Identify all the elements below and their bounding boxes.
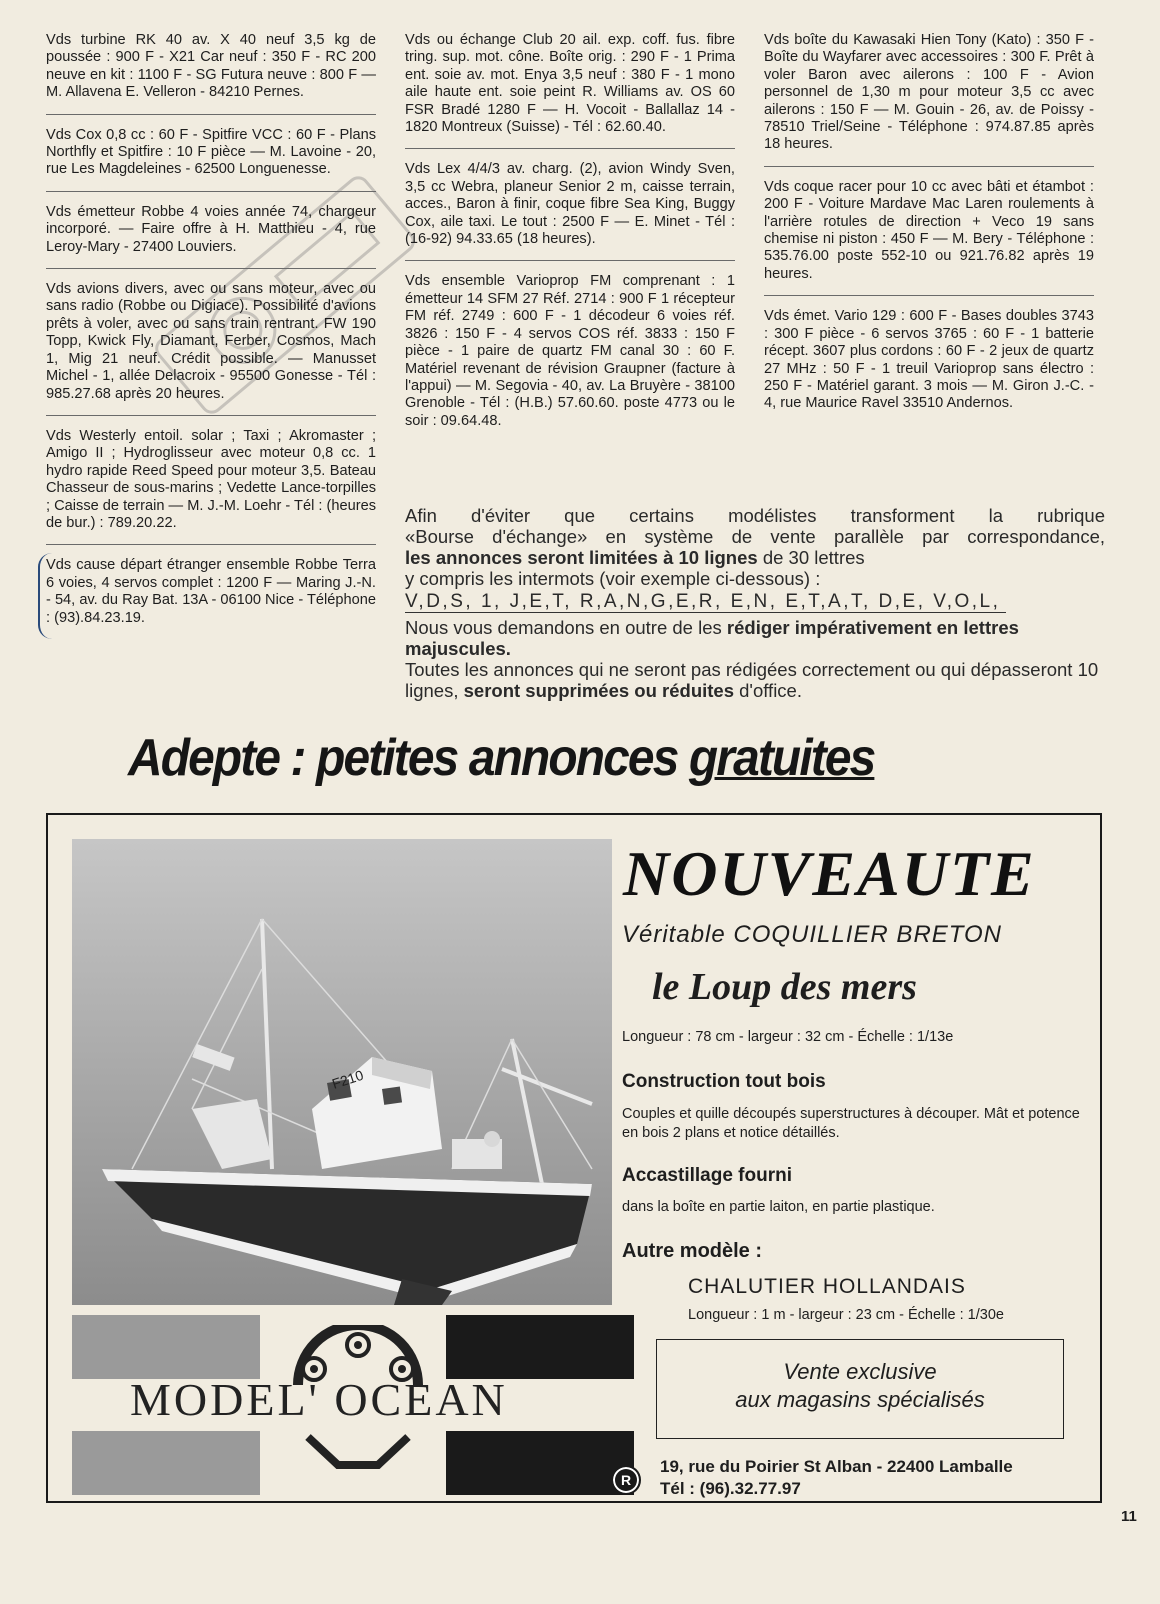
black-swatch bbox=[446, 1431, 634, 1495]
classified-ad: Vds boîte du Kawasaki Hien Tony (Kato) : 350 F - Boîte du Wayfarer avec accessoires : 300 F. Prêt à voler Baron avec ailerons : 100 F - Avion personnel de 1,30 m pour moteur 3,5 cc avec ailerons : 150 F — M. Gouin - 26, av. de Poissy - 78510 Triel/Seine - Téléphone : 974.87.85 après 18 heures. bbox=[764, 28, 1094, 167]
notice-line: Afin d'éviter que certains modélistes transforment la rubrique bbox=[405, 505, 1105, 526]
notice-text: Toutes les annonces qui ne seront pas rédigées correctement ou qui dépasseront 10 lignes, bbox=[405, 659, 1099, 701]
grey-swatch bbox=[72, 1431, 260, 1495]
advert-title: NOUVEAUTE bbox=[623, 838, 1036, 909]
notice-text: Nous vous demandons en outre de les bbox=[405, 617, 727, 638]
classifieds-column-3 bbox=[764, 28, 1094, 433]
classified-ad: Vds turbine RK 40 av. X 40 neuf 3,5 kg de poussée : 900 F - X21 Car neuf : 350 F - RC 200 neuve en kit : 1100 F - SG Futura neuve : 800 F — M. Allavena E. Velleron - 84210 Pernes. bbox=[46, 28, 376, 115]
headline-underlined: gratuites bbox=[688, 729, 875, 787]
notice-line: «Bourse d'échange» en système de vente parallèle par correspondance, bbox=[405, 526, 1105, 547]
classifieds-column-1 bbox=[46, 28, 376, 647]
submission-notice bbox=[405, 505, 1105, 701]
model-ocean-advert bbox=[46, 813, 1102, 1503]
page-headline bbox=[128, 728, 956, 788]
brand-logo: MODEL' OCEAN bbox=[130, 1374, 508, 1425]
other-model-heading: Autre modèle : bbox=[622, 1240, 763, 1262]
feature-text: Couples et quille découpés superstructures à découper. Mât et potence en bois 2 plans et notice détaillés. bbox=[622, 1106, 1080, 1141]
boat-photo bbox=[72, 839, 612, 1305]
notice-emphasis: seront supprimées ou réduites bbox=[463, 680, 734, 701]
classified-ad: Vds ensemble Varioprop FM comprenant : 1 émetteur 14 SFM 27 Réf. 2714 : 900 F 1 récepteur FM réf. 2749 : 600 F - 1 décodeur 6 voies réf. 3826 : 150 F - 4 servos COS réf. 3833 : 150 F pièce - 1 paire de quartz FM canal 30 : 60 F. Matériel revenant de révision Graupner (facture à l'appui) — M. Segovia - 40, av. La Bruyère - 38100 Grenoble - Tél : (H.B.) 57.60.60. poste 4773 ou le soir : 09.64.48. bbox=[405, 273, 735, 429]
other-model-dimensions: Longueur : 1 m - largeur : 23 cm - Échelle : 1/30e bbox=[688, 1307, 1004, 1323]
classified-ad: Vds émetteur Robbe 4 voies année 74, chargeur incorporé. — Faire offre à H. Matthieu - 4, rue Leroy-Mary - 27400 Louviers. bbox=[46, 200, 376, 269]
advert-subtitle: Véritable COQUILLIER BRETON bbox=[622, 921, 1003, 948]
classified-ad: Vds ou échange Club 20 ail. exp. coff. fus. fibre tring. sup. mot. cône. Boîte orig. : 290 F - 1 Prima ent. soie av. mot. Enya 3,5 neuf : 380 F - 1 mono aile haute ent. soie peint R. Williams av. OS 60 FSR Bradé 1280 F — H. Vocoit - Ballallaz 14 - 1820 Montreux (Suisse) - Tél : 62.60.40. bbox=[405, 28, 735, 149]
exclusive-sales-box bbox=[656, 1339, 1064, 1439]
grey-swatch bbox=[72, 1315, 260, 1379]
sales-line: Vente exclusive bbox=[783, 1359, 937, 1384]
feature-heading: Construction tout bois bbox=[622, 1071, 826, 1092]
notice-limit: les annonces seront limitées à 10 lignes bbox=[405, 547, 758, 568]
sales-line: aux magasins spécialisés bbox=[735, 1387, 985, 1412]
other-model-name: CHALUTIER HOLLANDAIS bbox=[688, 1275, 966, 1298]
notice-text: d'office. bbox=[734, 680, 802, 701]
black-swatch bbox=[446, 1315, 634, 1379]
notice-example: V,D,S, 1, J,E,T, R,A,N,G,E,R, E,N, E,T,A,T, D,E, V,O,L, bbox=[405, 591, 1006, 613]
phone-number: Tél : (96).32.77.97 bbox=[660, 1479, 801, 1498]
registered-mark: R bbox=[611, 1465, 641, 1495]
classifieds-column-2 bbox=[405, 28, 735, 450]
company-address bbox=[660, 1456, 1013, 1500]
classified-ad: Vds avions divers, avec ou sans moteur, avec ou sans radio (Robbe ou Digiace). Possibilité d'avions prêts à voler, avec ou sans train rentrant. FW 190 Topp, Kwick Fly, Diamant, Ferber, Cosmos, Mach 1, Mig 21 neuf. Crédit possible. — Manusset Michel - 1, allée Delacroix - 95500 Gonesse - Tél : 985.27.68 après 20 heures. bbox=[46, 277, 376, 416]
notice-line bbox=[405, 547, 1105, 568]
classified-ad: Vds émet. Vario 129 : 600 F - Bases doubles 3743 : 300 F pièce - 6 servos 3765 : 60 F - 1 batterie récept. 3607 plus cordons : 60 F - 2 jeux de quartz 27 MHz : 50 F - 1 treuil Varioprop sans électro : 250 F - Matériel garant. 3 mois — M. Giron J.-C. - 4, rue Maurice Ravel 33510 Andernos. bbox=[764, 308, 1094, 412]
notice-line: y compris les intermots (voir exemple ci-dessous) : bbox=[405, 568, 821, 589]
classified-ad: Vds Cox 0,8 cc : 60 F - Spitfire VCC : 60 F - Plans Northfly et Spitfire : 10 F pièce — M. Lavoine - 20, rue Les Magdeleines - 62500 Longuenesse. bbox=[46, 123, 376, 192]
classified-ad: Vds cause départ étranger ensemble Robbe Terra 6 voies, 4 servos complet : 1200 F — Maring J.-N. - 54, av. du Ray Bat. 13A - 06100 Nice - Téléphone : (93).84.23.19. bbox=[38, 553, 376, 639]
notice-letters: de 30 lettres bbox=[757, 547, 865, 568]
classified-ad: Vds Lex 4/4/3 av. charg. (2), avion Windy Sven, 3,5 cc Webra, planeur Senior 2 m, caisse terrain, acces., Baron à finir, coque fibre Sea King, Buggy Cox, aile taxi. Le tout : 2500 F — E. Minet - Tél : (16-92) 94.33.65 (18 heures). bbox=[405, 157, 735, 261]
boat-marking: F210 bbox=[329, 1066, 366, 1092]
notice-line bbox=[405, 617, 1105, 659]
feature-text: dans la boîte en partie laiton, en partie plastique. bbox=[622, 1199, 935, 1215]
headline-text: Adepte : petites annonces bbox=[128, 729, 689, 787]
street-address: 19, rue du Poirier St Alban - 22400 Lamballe bbox=[660, 1457, 1013, 1476]
model-dimensions: Longueur : 78 cm - largeur : 32 cm - Échelle : 1/13e bbox=[622, 1029, 954, 1045]
page-number: 11 bbox=[1121, 1508, 1137, 1525]
classified-ad: Vds Westerly entoil. solar ; Taxi ; Akromaster ; Amigo II ; Hydroglisseur avec moteur 0,8 cc. 1 hydro rapide Reed Speed pour moteur 3,5. Bateau Chasseur de sous-marins ; Vedette Lance-torpilles ; Caisse de terrain — M. J.-M. Loehr - Tél : (heures de bur.) : 789.20.22. bbox=[46, 424, 376, 545]
classified-ad: Vds coque racer pour 10 cc avec bâti et étambot : 200 F - Voiture Mardave Mac Laren roulements à l'arrière rotules de direction + Veco 19 sans chemise ni piston : 450 F — M. Bery - Téléphone : 535.76.00 poste 552-10 ou 921.76.82 après 19 heures. bbox=[764, 175, 1094, 296]
feature-heading: Accastillage fourni bbox=[622, 1165, 792, 1186]
model-name: le Loup des mers bbox=[652, 966, 917, 1008]
notice-emphasis: rédiger impérativement en lettres majuscules. bbox=[405, 617, 1019, 659]
notice-line bbox=[405, 659, 1105, 701]
